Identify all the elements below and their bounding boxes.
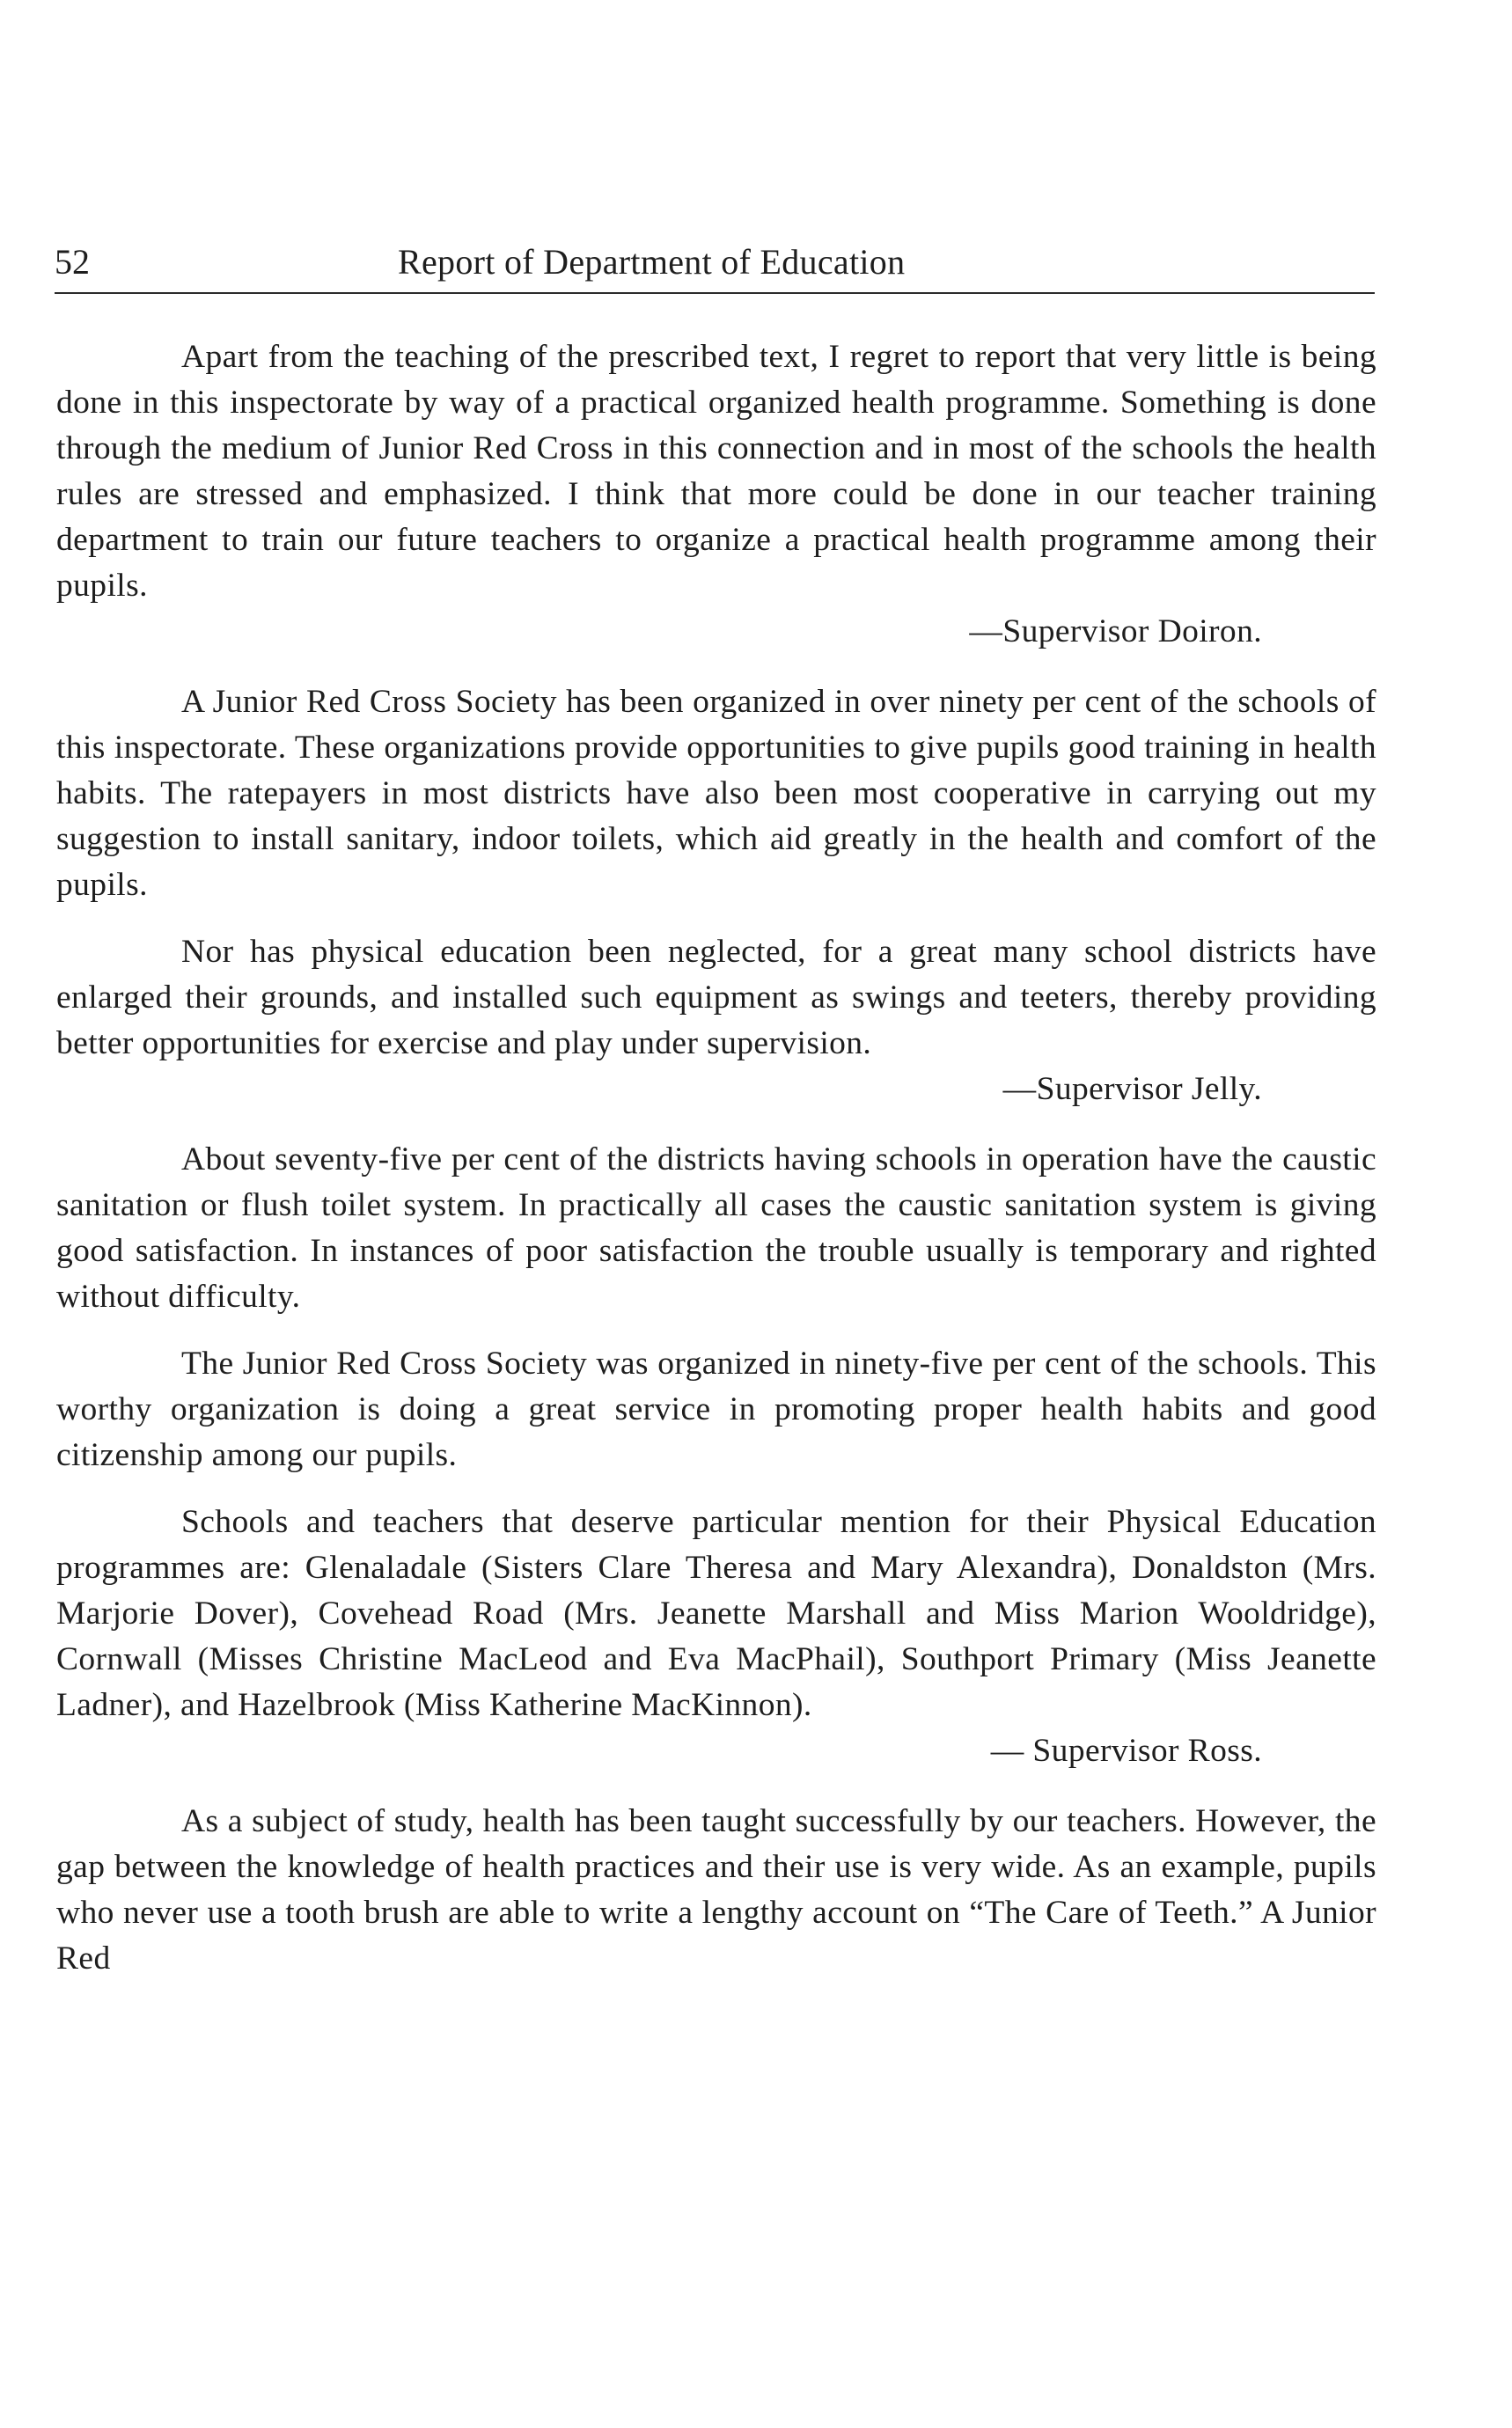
header-rule	[55, 292, 1375, 294]
paragraph: About seventy-five per cent of the districts having schools in operation have the caustic sanitation or flush toilet system. In practically all cases the caustic sanitation system is giving good satisfaction. In instances of poor satisfaction the trouble usually is temporary and righted without difficulty.	[56, 1141, 1376, 1315]
body-text	[56, 334, 1376, 1982]
signature-jelly: —Supervisor Jelly.	[1002, 1071, 1262, 1107]
paragraph: The Junior Red Cross Society was organized in ninety-five per cent of the schools. This worthy organization is doing a great service in promoting proper health habits and good citizenship among our pupils.	[56, 1346, 1376, 1473]
page-header	[55, 238, 1375, 290]
running-title: Report of Department of Education	[398, 242, 906, 282]
signature-ross: — Supervisor Ross.	[990, 1733, 1262, 1769]
page-number: 52	[55, 242, 90, 282]
paragraph: Nor has physical education been neglected, for a great many school districts have enlarged their grounds, and installed such equipment as swings and teeters, thereby providing better opportunities for exercise and play under supervision.	[56, 934, 1376, 1061]
paragraph: A Junior Red Cross Society has been organized in over ninety per cent of the schools of this inspectorate. These organizations provide opportunities to give pupils good training in health habits. The ratepayers in most districts have also been most cooperative in carrying out my suggestion to install sanitary, indoor toilets, which aid greatly in the health and comfort of the pupils.	[56, 684, 1376, 903]
paragraph: Apart from the teaching of the prescribed text, I regret to report that very little is being done in this inspectorate by way of a practical organized health programme. Something is done through the medium of Junior Red Cross in this connection and in most of the schools the health rules are stressed and emphasized. I think that more could be done in our teacher training department to train our future teachers to organize a practical health programme among their pupils.	[56, 339, 1376, 604]
paragraph: Schools and teachers that deserve particular mention for their Physical Education programmes are: Glenaladale (Sisters Clare Theresa and Mary Alexandra), Donaldston (Mrs. Marjorie Dover), Covehead Road (Mrs. Jeanette Marshall and Miss Marion Wooldridge), Cornwall (Misses Christine MacLeod and Eva MacPhail), Southport Primary (Miss Jeanette Ladner), and Hazelbrook (Miss Katherine MacKinnon).	[56, 1504, 1376, 1723]
signature-doiron: —Supervisor Doiron.	[969, 613, 1262, 649]
paragraph: As a subject of study, health has been taught successfully by our teachers. However, the gap between the knowledge of health practices and their use is very wide. As an example, pupils who never use a tooth brush are able to write a lengthy account on “The Care of Teeth.” A Junior Red	[56, 1803, 1376, 1977]
